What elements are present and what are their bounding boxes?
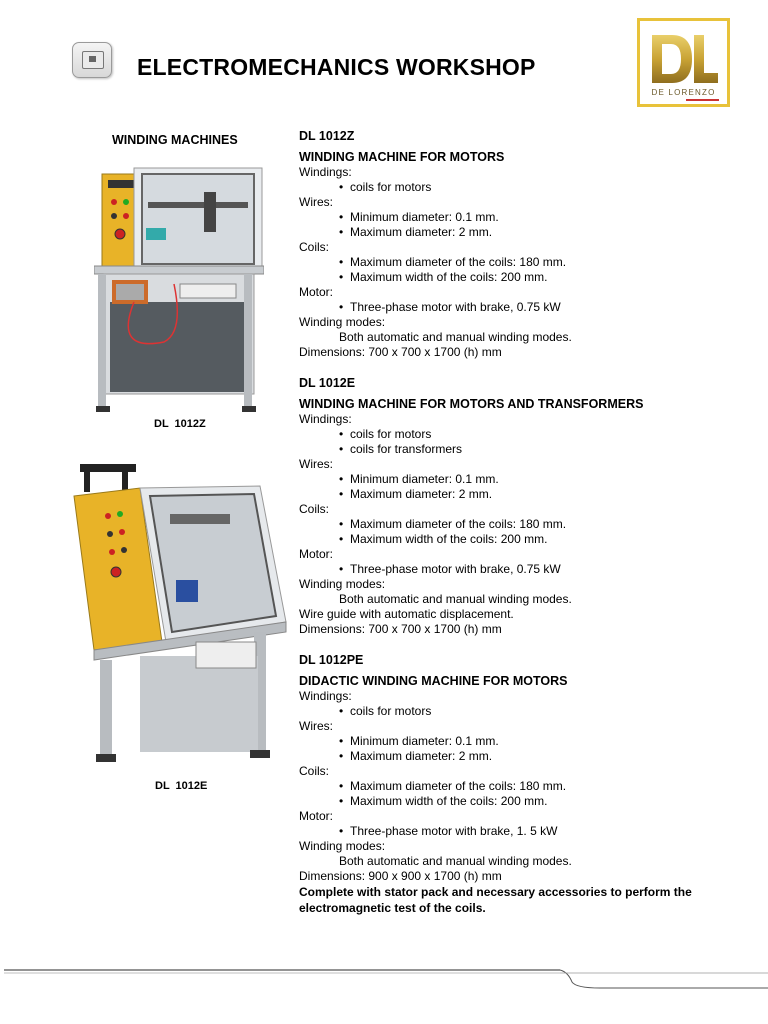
list-item: • Maximum diameter: 2 mm. xyxy=(299,225,739,240)
dimensions: Dimensions: 700 x 700 x 1700 (h) mm xyxy=(299,622,502,636)
winding-modes-label: Winding modes: xyxy=(299,577,386,591)
list-item: • Three-phase motor with brake, 0.75 kW xyxy=(299,300,739,315)
coils-label: Coils: xyxy=(299,764,330,778)
list-item: • Maximum diameter of the coils: 180 mm. xyxy=(299,779,739,794)
page-title: ELECTROMECHANICS WORKSHOP xyxy=(137,54,536,80)
product-title: WINDING MACHINE FOR MOTORS xyxy=(299,150,505,164)
product-specs-column xyxy=(299,127,739,926)
logo-brand-text: DE LORENZO xyxy=(651,88,716,97)
list-item: • Minimum diameter: 0.1 mm. xyxy=(299,472,739,487)
product-code: DL 1012PE xyxy=(299,653,364,667)
coils-label: Coils: xyxy=(299,502,330,516)
footer-rule xyxy=(0,958,768,998)
dl-1012z-photo xyxy=(94,162,264,418)
list-item: • Minimum diameter: 0.1 mm. xyxy=(299,210,739,225)
windings-label: Windings: xyxy=(299,165,352,179)
list-item: • Maximum diameter of the coils: 180 mm. xyxy=(299,255,739,270)
product-title: DIDACTIC WINDING MACHINE FOR MOTORS xyxy=(299,674,568,688)
winding-modes-text: Both automatic and manual winding modes. xyxy=(339,854,572,868)
windings-label: Windings: xyxy=(299,412,352,426)
extra-feature: Wire guide with automatic displacement. xyxy=(299,607,514,621)
list-item: • coils for motors xyxy=(299,427,739,442)
document-icon xyxy=(72,42,112,78)
product-note: Complete with stator pack and necessary accessories to perform the xyxy=(299,885,692,899)
motor-label: Motor: xyxy=(299,547,334,561)
list-item: • coils for motors xyxy=(299,180,739,195)
product-note: electromagnetic test of the coils. xyxy=(299,901,486,915)
dimensions: Dimensions: 900 x 900 x 1700 (h) mm xyxy=(299,869,502,883)
list-item: • Maximum diameter: 2 mm. xyxy=(299,487,739,502)
list-item: • Three-phase motor with brake, 0.75 kW xyxy=(299,562,739,577)
motor-label: Motor: xyxy=(299,809,334,823)
de-lorenzo-logo xyxy=(637,18,730,107)
product-dl-1012e xyxy=(299,374,739,637)
wires-label: Wires: xyxy=(299,195,333,209)
list-item: • Three-phase motor with brake, 1. 5 kW xyxy=(299,824,739,839)
list-item: • Maximum width of the coils: 200 mm. xyxy=(299,270,739,285)
section-label: WINDING MACHINES xyxy=(112,133,238,147)
list-item: • Maximum diameter of the coils: 180 mm. xyxy=(299,517,739,532)
wires-label: Wires: xyxy=(299,719,333,733)
caption-dl-1012e: DL 1012E xyxy=(155,780,208,792)
dl-1012e-photo xyxy=(70,460,288,764)
motor-label: Motor: xyxy=(299,285,334,299)
list-item: • Maximum diameter: 2 mm. xyxy=(299,749,739,764)
product-code: DL 1012Z xyxy=(299,129,355,143)
wires-label: Wires: xyxy=(299,457,333,471)
product-dl-1012pe xyxy=(299,651,739,916)
list-item: • coils for transformers xyxy=(299,442,739,457)
logo-red-rule xyxy=(686,99,719,101)
winding-modes-label: Winding modes: xyxy=(299,839,386,853)
list-item: • Minimum diameter: 0.1 mm. xyxy=(299,734,739,749)
winding-modes-text: Both automatic and manual winding modes. xyxy=(339,330,572,344)
list-item: • coils for motors xyxy=(299,704,739,719)
product-dl-1012z xyxy=(299,127,739,360)
windings-label: Windings: xyxy=(299,689,352,703)
caption-dl-1012z: DL 1012Z xyxy=(154,418,206,430)
list-item: • Maximum width of the coils: 200 mm. xyxy=(299,532,739,547)
winding-modes-text: Both automatic and manual winding modes. xyxy=(339,592,572,606)
product-title: WINDING MACHINE FOR MOTORS AND TRANSFORMERS xyxy=(299,397,644,411)
list-item: • Maximum width of the coils: 200 mm. xyxy=(299,794,739,809)
dimensions: Dimensions: 700 x 700 x 1700 (h) mm xyxy=(299,345,502,359)
dl-logo-icon xyxy=(650,33,720,85)
coils-label: Coils: xyxy=(299,240,330,254)
product-code: DL 1012E xyxy=(299,376,356,390)
winding-modes-label: Winding modes: xyxy=(299,315,386,329)
